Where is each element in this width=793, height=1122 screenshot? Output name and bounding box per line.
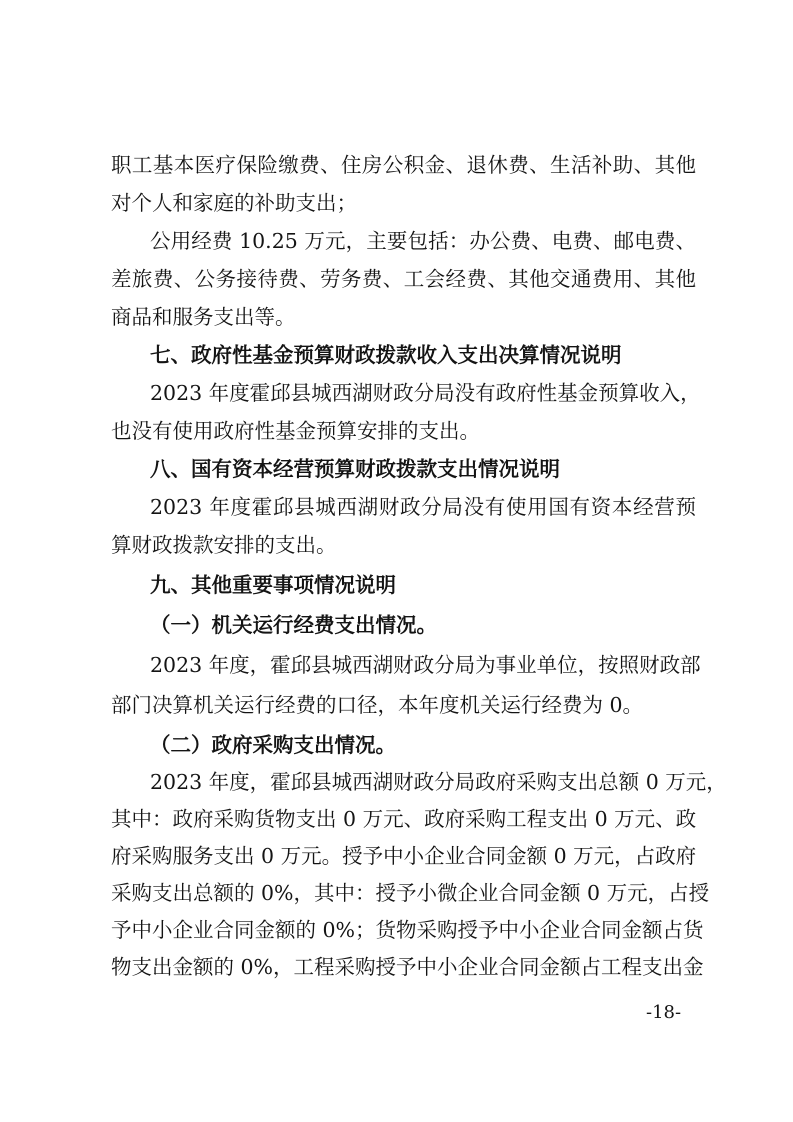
body-text-line: 其中：政府采购货物支出 0 万元、政府采购工程支出 0 万元、政 [111,807,697,831]
body-text-line: 物支出金额的 0%，工程采购授予中小企业合同金额占工程支出金 [111,955,704,979]
body-text-line: 差旅费、公务接待费、劳务费、工会经费、其他交通费用、其他 [111,267,696,291]
subsection-heading-2: （二）政府采购支出情况。 [150,733,396,757]
section-heading-9: 九、其他重要事项情况说明 [150,573,396,597]
body-text-line: 职工基本医疗保险缴费、住房公积金、退休费、生活补助、其他 [111,153,696,177]
section-heading-8: 八、国有资本经营预算财政拨款支出情况说明 [150,457,560,481]
page-number: -18- [646,1002,682,1023]
subsection-heading-1: （一）机关运行经费支出情况。 [150,613,437,637]
body-text-line: 部门决算机关运行经费的口径，本年度机关运行经费为 0。 [111,693,644,717]
body-text-line: 商品和服务支出等。 [111,305,296,329]
body-text-line: 2023 年度，霍邱县城西湖财政分局政府采购支出总额 0 万元， [150,770,727,794]
body-text-line: 2023 年度霍邱县城西湖财政分局没有政府性基金预算收入， [150,381,701,405]
body-text-line: 2023 年度霍邱县城西湖财政分局没有使用国有资本经营预 [150,495,696,519]
body-text-line: 公用经费 10.25 万元，主要包括：办公费、电费、邮电费、 [150,229,696,253]
body-text-line: 算财政拨款安排的支出。 [111,533,337,557]
section-heading-7: 七、政府性基金预算财政拨款收入支出决算情况说明 [150,343,622,367]
body-text-line: 采购支出总额的 0%，其中：授予小微企业合同金额 0 万元，占授 [111,881,710,905]
body-text-line: 2023 年度，霍邱县城西湖财政分局为事业单位，按照财政部 [150,653,701,677]
body-text-line: 也没有使用政府性基金预算安排的支出。 [111,419,480,443]
body-text-line: 对个人和家庭的补助支出； [111,191,357,215]
body-text-line: 予中小企业合同金额的 0%；货物采购授予中小企业合同金额占货 [111,918,704,942]
body-text-line: 府采购服务支出 0 万元。授予中小企业合同金额 0 万元，占政府 [111,844,697,868]
